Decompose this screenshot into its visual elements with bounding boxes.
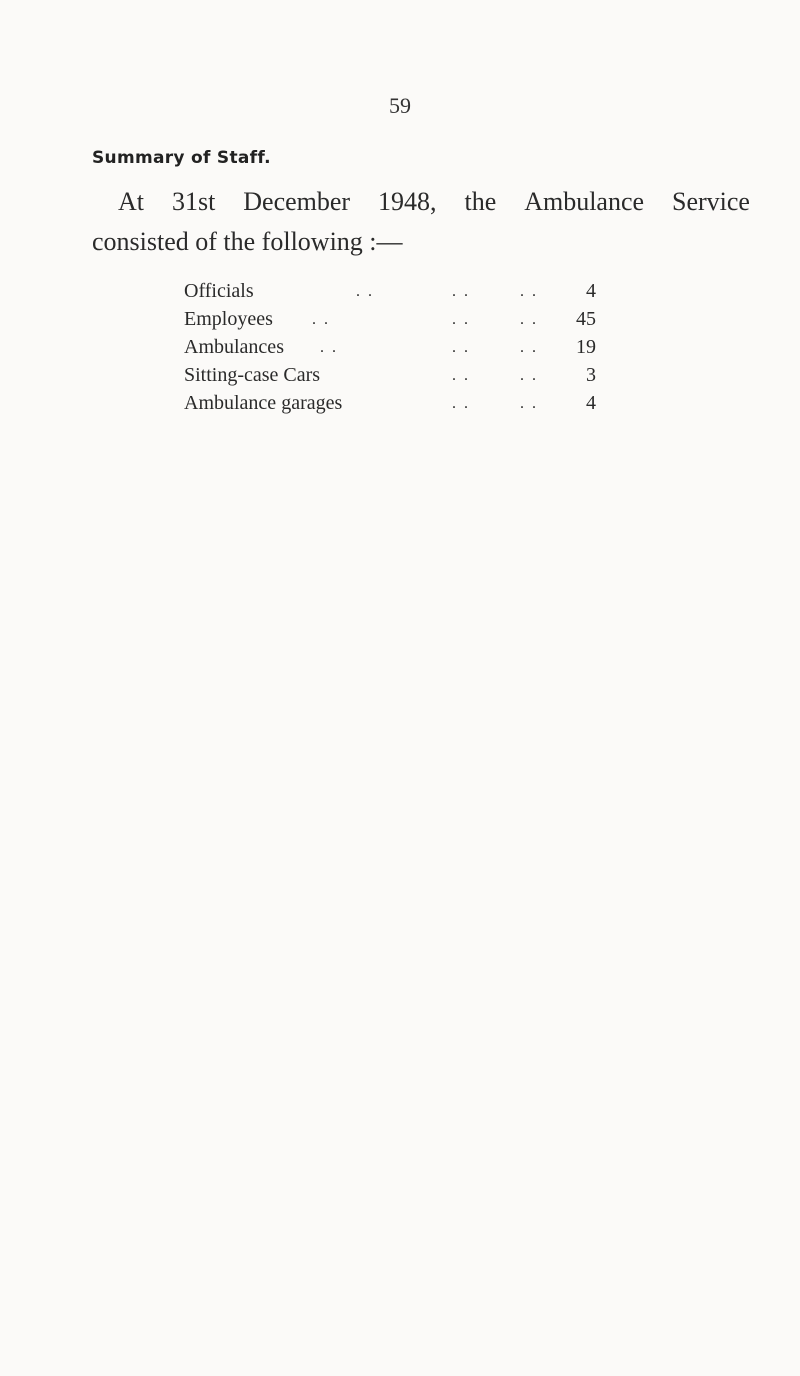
intro-word: At: [118, 187, 144, 216]
staff-count: 4: [586, 280, 596, 302]
leader-dots: . .: [520, 339, 538, 356]
intro-word: 31st: [171, 187, 216, 216]
leader-dots: . .: [320, 339, 338, 356]
intro-word: the: [464, 187, 497, 216]
page-number: 59: [389, 93, 411, 118]
staff-summary-list: [184, 280, 604, 420]
leader-dots: . .: [520, 395, 538, 412]
leader-dots: . .: [452, 311, 470, 328]
leader-dots: . .: [312, 311, 330, 328]
leader-dots: . .: [356, 283, 374, 300]
leader-dots: . .: [520, 283, 538, 300]
staff-label: Employees: [184, 308, 273, 330]
intro-line-2: consisted of the following :—: [92, 227, 403, 256]
staff-label: Sitting-case Cars: [184, 364, 321, 386]
staff-row-ambulance-garages: [184, 392, 604, 420]
intro-word: December: [243, 187, 351, 216]
intro-line-1: [118, 182, 750, 222]
leader-dots: . .: [452, 395, 470, 412]
leader-dots: . .: [452, 367, 470, 384]
leader-dots: . .: [452, 339, 470, 356]
section-heading: Summary of Staff.: [92, 148, 271, 168]
staff-row-ambulances: [184, 336, 604, 364]
intro-word: Service: [672, 187, 750, 216]
staff-label: Ambulance garages: [184, 392, 343, 414]
intro-word: Ambulance: [524, 187, 645, 216]
staff-count: 3: [586, 364, 596, 386]
leader-dots: . .: [452, 283, 470, 300]
staff-row-officials: [184, 280, 604, 308]
intro-paragraph: [92, 182, 750, 262]
staff-row-sitting-case-cars: [184, 364, 604, 392]
staff-label: Ambulances: [184, 336, 284, 358]
staff-count: 19: [576, 336, 596, 358]
staff-count: 45: [576, 308, 596, 330]
staff-count: 4: [586, 392, 596, 414]
staff-row-employees: [184, 308, 604, 336]
staff-label: Officials: [184, 280, 254, 302]
leader-dots: . .: [520, 367, 538, 384]
intro-word: 1948,: [378, 187, 437, 216]
leader-dots: . .: [520, 311, 538, 328]
